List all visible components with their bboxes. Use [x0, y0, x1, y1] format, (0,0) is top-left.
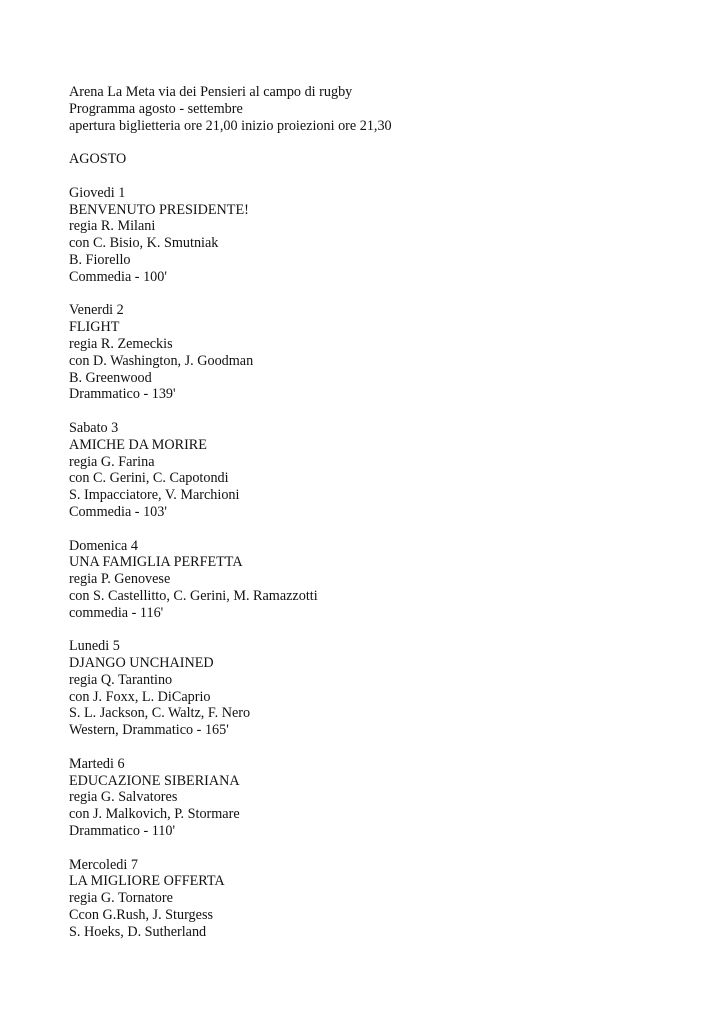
film-title: UNA FAMIGLIA PERFETTA — [69, 554, 243, 571]
film-genre: Drammatico - 110' — [69, 823, 176, 840]
film-title: AMICHE DA MORIRE — [69, 436, 207, 453]
film-entry — [69, 302, 689, 403]
film-cast: con C. Gerini, C. Capotondi — [69, 470, 229, 487]
film-genre: commedia - 116' — [69, 604, 164, 621]
film-title: BENVENUTO PRESIDENTE! — [69, 201, 249, 218]
film-director: regia R. Zemeckis — [69, 335, 173, 352]
program-line: Programma agosto - settembre — [69, 100, 243, 117]
film-cast: S. Hoeks, D. Sutherland — [69, 923, 207, 940]
film-entry — [69, 420, 689, 521]
film-director: regia Q. Tarantino — [69, 671, 173, 688]
film-cast: con D. Washington, J. Goodman — [69, 352, 254, 369]
film-day: Giovedi 1 — [69, 184, 126, 201]
film-title: LA MIGLIORE OFFERTA — [69, 873, 225, 890]
film-genre: Commedia - 103' — [69, 503, 167, 520]
film-entry — [69, 756, 689, 840]
film-day: Mercoledi 7 — [69, 856, 138, 873]
film-entry — [69, 638, 689, 739]
film-cast: con S. Castellitto, C. Gerini, M. Ramazzotti — [69, 587, 318, 604]
film-cast: S. Impacciatore, V. Marchioni — [69, 487, 240, 504]
film-title: DJANGO UNCHAINED — [69, 655, 214, 672]
film-director: regia G. Farina — [69, 453, 155, 470]
film-title: FLIGHT — [69, 319, 120, 336]
document-page — [69, 84, 689, 941]
film-director: regia R. Milani — [69, 218, 156, 235]
film-genre: Western, Drammatico - 165' — [69, 722, 229, 739]
film-director: regia G. Salvatores — [69, 789, 178, 806]
film-cast: S. L. Jackson, C. Waltz, F. Nero — [69, 705, 251, 722]
film-entry — [69, 538, 689, 622]
film-genre: Drammatico - 139' — [69, 386, 176, 403]
film-cast: Ccon G.Rush, J. Sturgess — [69, 907, 213, 924]
film-day: Domenica 4 — [69, 537, 138, 554]
month-heading: AGOSTO — [69, 151, 127, 168]
film-cast: con C. Bisio, K. Smutniak — [69, 235, 219, 252]
film-director: regia G. Tornatore — [69, 890, 173, 907]
film-entry — [69, 857, 689, 941]
film-title: EDUCAZIONE SIBERIANA — [69, 772, 240, 789]
film-director: regia P. Genovese — [69, 571, 171, 588]
film-day: Martedi 6 — [69, 755, 125, 772]
film-cast: B. Greenwood — [69, 369, 152, 386]
film-entry — [69, 185, 689, 286]
hours-line: apertura biglietteria ore 21,00 inizio proiezioni ore 21,30 — [69, 117, 392, 134]
film-cast: B. Fiorello — [69, 251, 131, 268]
film-genre: Commedia - 100' — [69, 268, 167, 285]
film-day: Lunedi 5 — [69, 638, 120, 655]
film-day: Sabato 3 — [69, 419, 119, 436]
film-cast: con J. Malkovich, P. Stormare — [69, 806, 240, 823]
venue-line: Arena La Meta via dei Pensieri al campo di rugby — [69, 84, 353, 100]
film-cast: con J. Foxx, L. DiCaprio — [69, 688, 211, 705]
film-day: Venerdi 2 — [69, 302, 124, 319]
